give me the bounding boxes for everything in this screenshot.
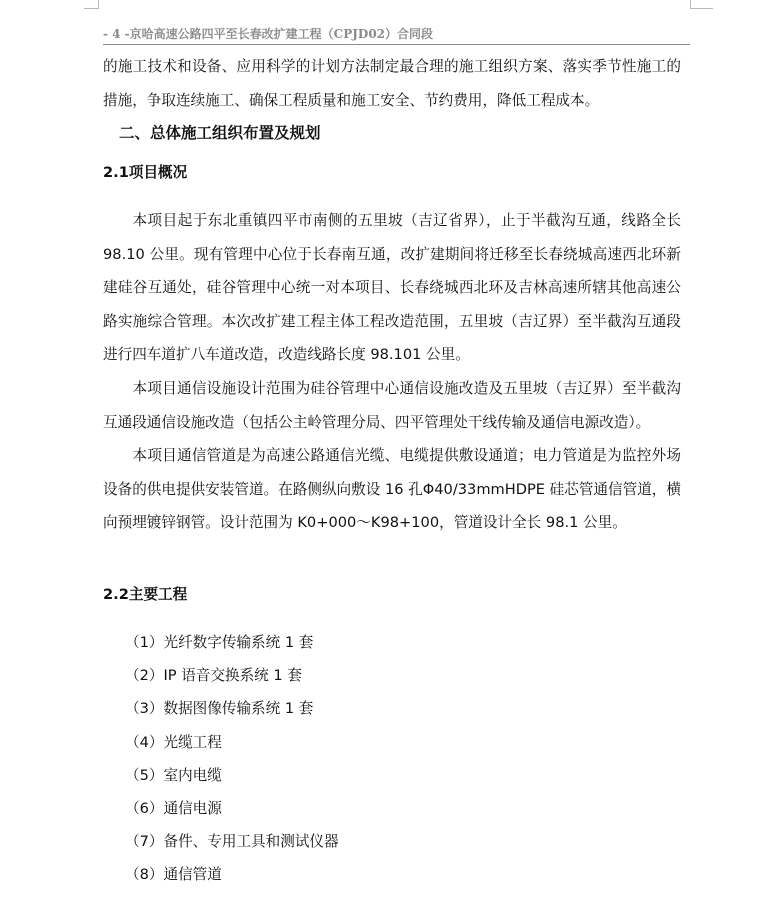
list-item: （5）室内电缆 (125, 766, 222, 784)
section-heading: 二、总体施工组织布置及规划 (119, 124, 321, 142)
list-item: （8）通信管道 (125, 866, 222, 884)
list-item: （4）光缆工程 (125, 733, 222, 751)
crop-mark-top-left (84, 0, 99, 9)
main-works-list (125, 631, 339, 897)
list-item: （7）备件、专用工具和测试仪器 (125, 833, 339, 851)
list-item: （1）光纤数字传输系统 1 套 (125, 634, 314, 651)
overview-paragraph: 本项目通信设施设计范围为硅谷管理中心通信设施改造及五里坡（吉辽界）至半截沟互通段通信设施改造（包括公主岭管理分局、四平管理处干线传输及通信电源改造）。 (103, 379, 681, 431)
list-item: （6）通信电源 (125, 799, 222, 817)
overview-paragraph: 本项目起于东北重镇四平市南侧的五里坡（吉辽省界），止于半截沟互通，线路全长 98.10 公里。现有管理中心位于长春南互通，改扩建期间将迁移至长春绕城高速西北环新建硅谷互通处，硅谷管理中心统一对本项目、长春绕城西北环及吉林高速所辖其他高速公路实施综合管理。本次改扩建工程主体工程改造范围，五里坡（吉辽界）至半截沟互通段进行四车道扩八车道改造，改造线路长度 98.101 公里。 (103, 212, 681, 364)
subsection-heading-2-1: 2.1项目概况 (103, 164, 188, 181)
list-item: （3）数据图像传输系统 1 套 (125, 700, 314, 718)
overview-paragraph: 本项目通信管道是为高速公路通信光缆、电缆提供敷设通道；电力管道是为监控外场设备的供电提供安装管道。在路侧纵向敷设 16 孔Φ40/33mmHDPE 硅芯管通信管道，横向预埋镀锌钢管。设计范围为 K0+000～K98+100，管道设计全长 98.1 公里。 (103, 447, 681, 532)
intro-paragraph-block (103, 50, 681, 117)
crop-mark-top-right (690, 0, 713, 9)
page-header: - 4 -京哈高速公路四平至长春改扩建工程（CPJD02）合同段 (103, 26, 690, 45)
intro-paragraph: 的施工技术和设备、应用科学的计划方法制定最合理的施工组织方案、落实季节性施工的措施，争取连续施工、确保工程质量和施工安全、节约费用，降低工程成本。 (103, 58, 681, 109)
project-overview-block (103, 204, 681, 540)
subsection-heading-2-2: 2.2主要工程 (103, 586, 188, 603)
list-item: （2）IP 语音交换系统 1 套 (125, 667, 302, 685)
